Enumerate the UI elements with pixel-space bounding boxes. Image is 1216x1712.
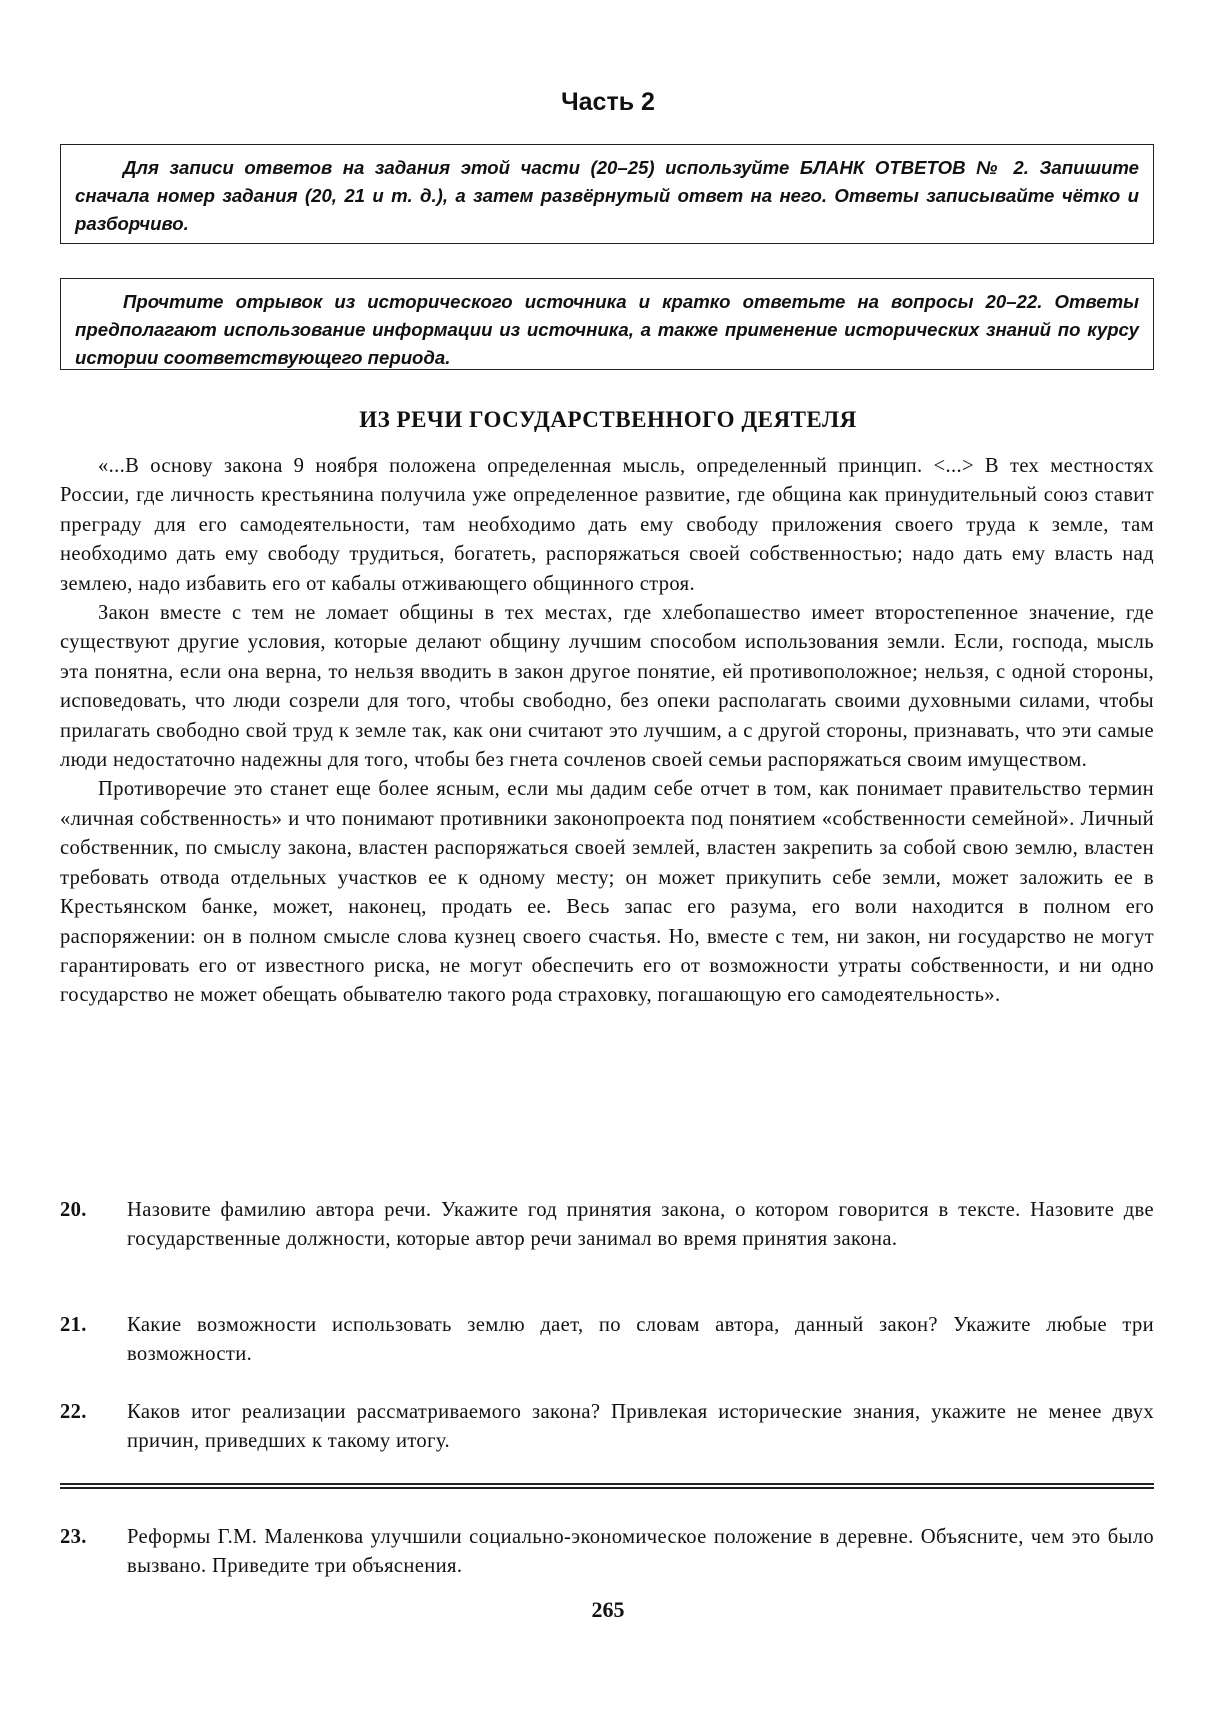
part-title: Часть 2 [561,88,655,116]
source-paragraph: «...В основу закона 9 ноября положена определенная мысль, определенный принцип. <...> В тех местностях России, где личность крестьянина получила уже определенное развитие, где община как принудительный союз ставит преграду для его самодеятельности, там необходимо дать ему свободу приложения своего труда к земле, там необходимо дать ему свободу трудиться, богатеть, распоряжаться своей собственностью; надо дать ему власть над землею, надо избавить его от кабалы отживающего общинного строя. [60,455,1154,595]
answer-sheet-instruction-text: Для записи ответов на задания этой части (20–25) используйте БЛАНК ОТВЕТОВ № 2. Запишите сначала номер задания (20, 21 и т. д.), а затем развёрнутый ответ на него. Ответы записывайте чётко и разборчиво. [75,157,1139,234]
source-task-instruction-text: Прочтите отрывок из исторического источника и кратко ответьте на вопросы 20–22. Ответы предполагают использование информации из источника, а также применение исторических знаний по курсу истории соответствующего периода. [75,291,1139,368]
question-number: 23. [60,1526,87,1548]
question-20 [60,1196,1154,1254]
question-text: Назовите фамилию автора речи. Укажите год принятия закона, о котором говорится в тексте. Назовите две государственные должности, которые автор речи занимал во время принятия закона. [127,1199,1154,1250]
page-number: 265 [591,1597,625,1622]
source-paragraph: Закон вместе с тем не ломает общины в тех местах, где хлебопашество имеет второстепенное значение, где существуют другие условия, которые делают общину лучшим способом использования земли. Если, господа, мысль эта понятна, если она верна, то нельзя вводить в закон другое понятие, ей противоположное; нельзя, с одной стороны, исповедовать, что люди созрели для того, чтобы свободно, без опеки располагать своими духовными силами, чтобы прилагать свободно свой труд к земле так, как они считают это лучшим, а с другой стороны, признавать, что эти самые люди недостаточно надежны для того, чтобы без гнета сочленов своей семьи распоряжаться своим имуществом. [60,602,1154,772]
question-number: 21. [60,1314,87,1336]
question-23 [60,1523,1154,1581]
source-excerpt [60,452,1154,1011]
answer-sheet-instruction-box [60,144,1154,244]
question-number: 22. [60,1401,87,1423]
exam-page [60,0,1156,1712]
section-divider [60,1483,1154,1489]
source-task-instruction-box [60,278,1154,370]
question-text: Какие возможности использовать землю дает, по словам автора, данный закон? Укажите любые три возможности. [127,1314,1154,1365]
source-title: ИЗ РЕЧИ ГОСУДАРСТВЕННОГО ДЕЯТЕЛЯ [359,407,857,432]
question-text: Реформы Г.М. Маленкова улучшили социально-экономическое положение в деревне. Объясните, чем это было вызвано. Приведите три объяснения. [127,1526,1154,1577]
question-21 [60,1311,1154,1369]
question-22 [60,1398,1154,1456]
source-paragraph: Противоречие это станет еще более ясным, если мы дадим себе отчет в том, как понимает правительство термин «личная собственность» и что понимают противники законопроекта под понятием «собственности семейной». Личный собственник, по смыслу закона, властен распоряжаться своей землей, властен закрепить за собой свою землю, властен требовать отвода отдельных участков ее к одному месту; он может прикупить себе земли, может заложить ее в Крестьянском банке, может, наконец, продать ее. Весь запас его разума, его воли находится в полном его распоряжении: он в полном смысле слова кузнец своего счастья. Но, вместе с тем, ни закон, ни государство не могут гарантировать его от известного риска, не могут обеспечить его от возможности утраты собственности, и ни одно государство не может обещать обывателю такого рода страховку, погашающую его самодеятельность». [60,778,1154,1007]
question-number: 20. [60,1199,87,1221]
question-text: Каков итог реализации рассматриваемого закона? Привлекая исторические знания, укажите не менее двух причин, приведших к такому итогу. [127,1401,1154,1452]
